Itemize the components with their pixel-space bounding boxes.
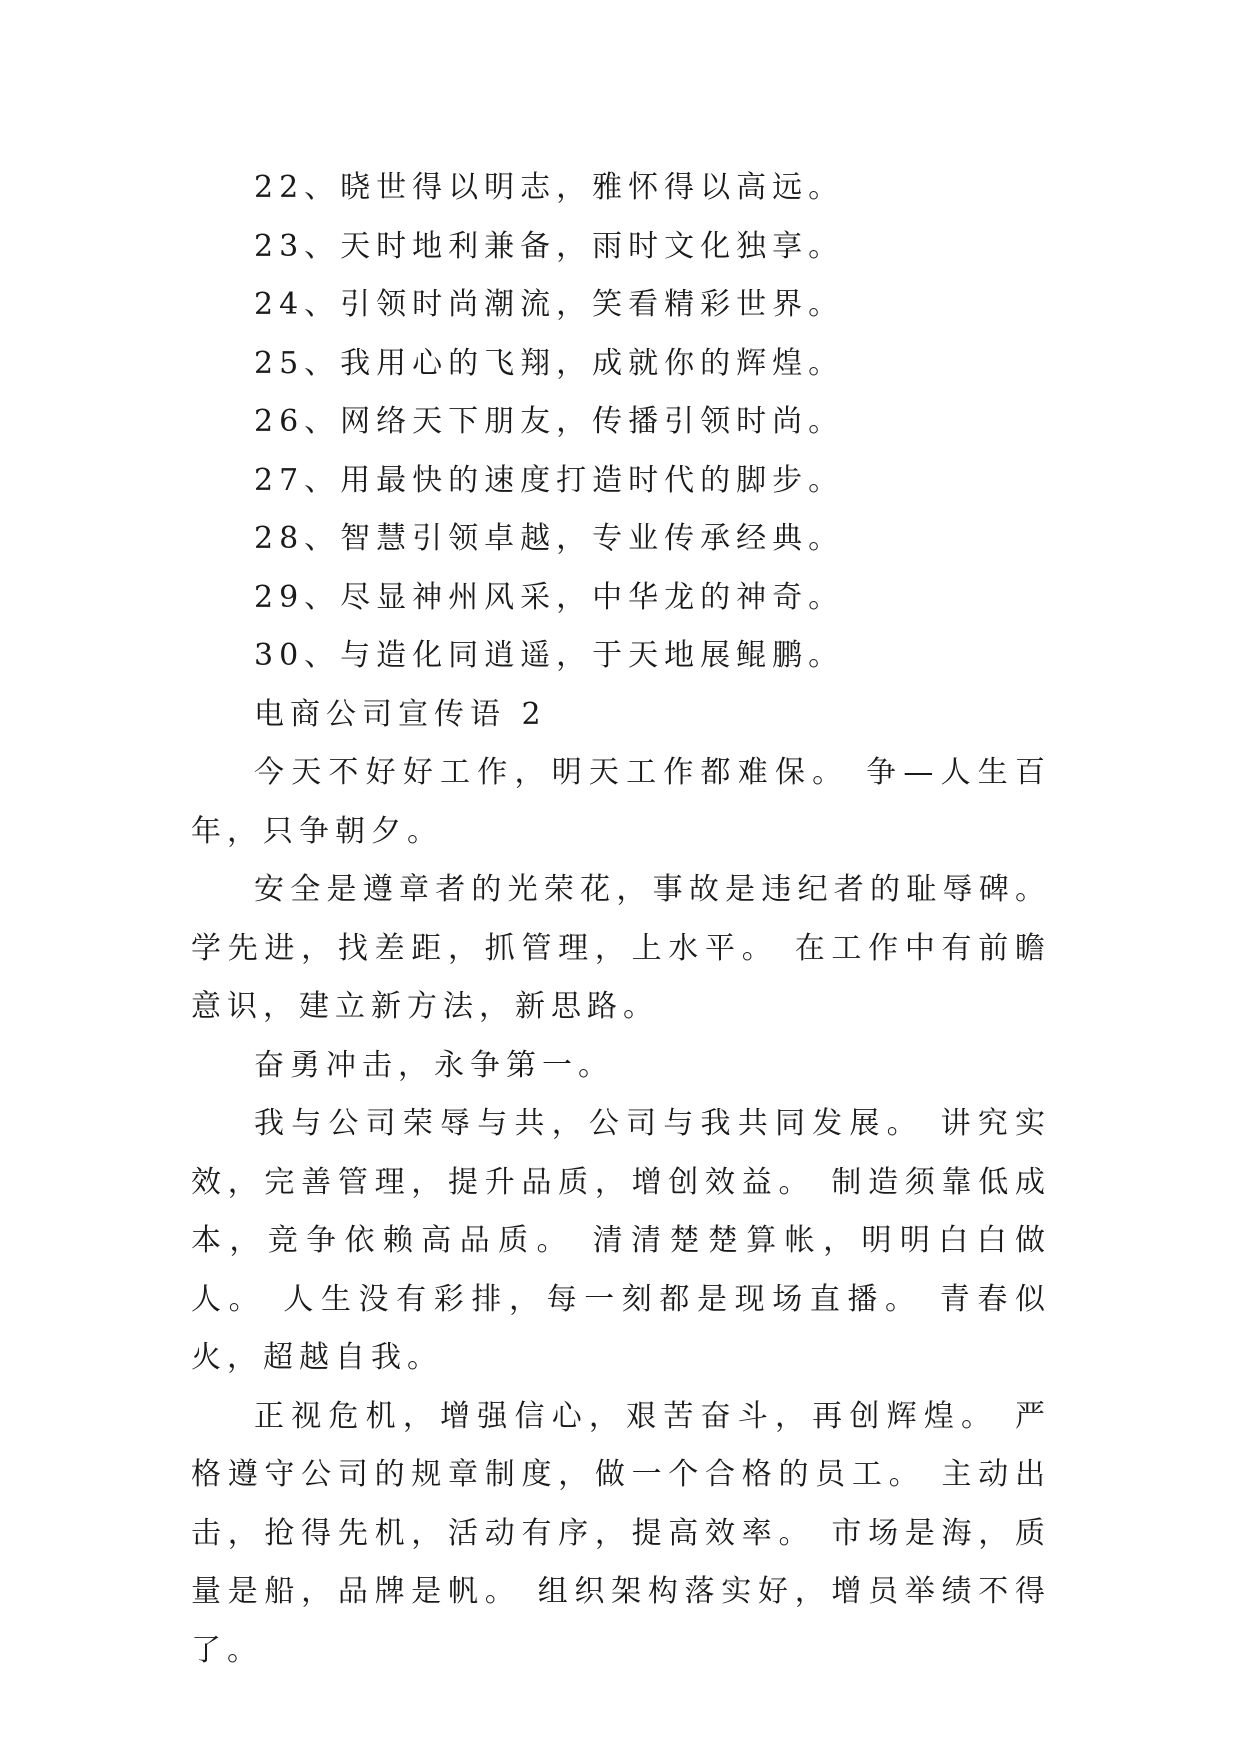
list-item: 22、晓世得以明志，雅怀得以高远。 (254, 170, 845, 205)
list-item: 24、引领时尚潮流，笑看精彩世界。 (254, 287, 845, 322)
list-item: 26、网络天下朋友，传播引领时尚。 (254, 404, 845, 439)
list-item: 27、用最快的速度打造时代的脚步。 (254, 462, 845, 498)
paragraph: 奋勇冲击，永争第一。 (254, 1047, 614, 1083)
list-item: 29、尽显神州风采，中华龙的神奇。 (254, 579, 845, 615)
paragraph: 今天不好好工作，明天工作都难保。 争—人生百年，只争朝夕。 (191, 755, 1051, 849)
list-item: 23、天时地利兼备，雨时文化独享。 (254, 228, 845, 264)
list-item: 30、与造化同逍遥，于天地展鲲鹏。 (254, 638, 845, 673)
paragraph: 我与公司荣辱与共，公司与我共同发展。 讲究实效，完善管理，提升品质，增创效益。 制造须靠低成本，竞争依赖高品质。 清清楚楚算帐，明明白白做人。 人生没有彩排，每一刻都是现场直播。 青春似火，超越自我。 (191, 1106, 1051, 1375)
list-item: 28、智慧引领卓越，专业传承经典。 (254, 521, 845, 556)
section-heading: 电商公司宣传语 2 (254, 696, 547, 732)
paragraph: 正视危机，增强信心，艰苦奋斗，再创辉煌。 严格遵守公司的规章制度，做一个合格的员工。 主动出击，抢得先机，活动有序，提高效率。 市场是海，质量是船，品牌是帆。 组织架构落实好，增员举绩不得了。 (191, 1398, 1051, 1668)
paragraph: 安全是遵章者的光荣花，事故是违纪者的耻辱碑。 学先进，找差距，抓管理，上水平。 在工作中有前瞻意识，建立新方法，新思路。 (191, 872, 1051, 1024)
document-body (191, 159, 1051, 1680)
list-item: 25、我用心的飞翔，成就你的辉煌。 (254, 345, 845, 381)
